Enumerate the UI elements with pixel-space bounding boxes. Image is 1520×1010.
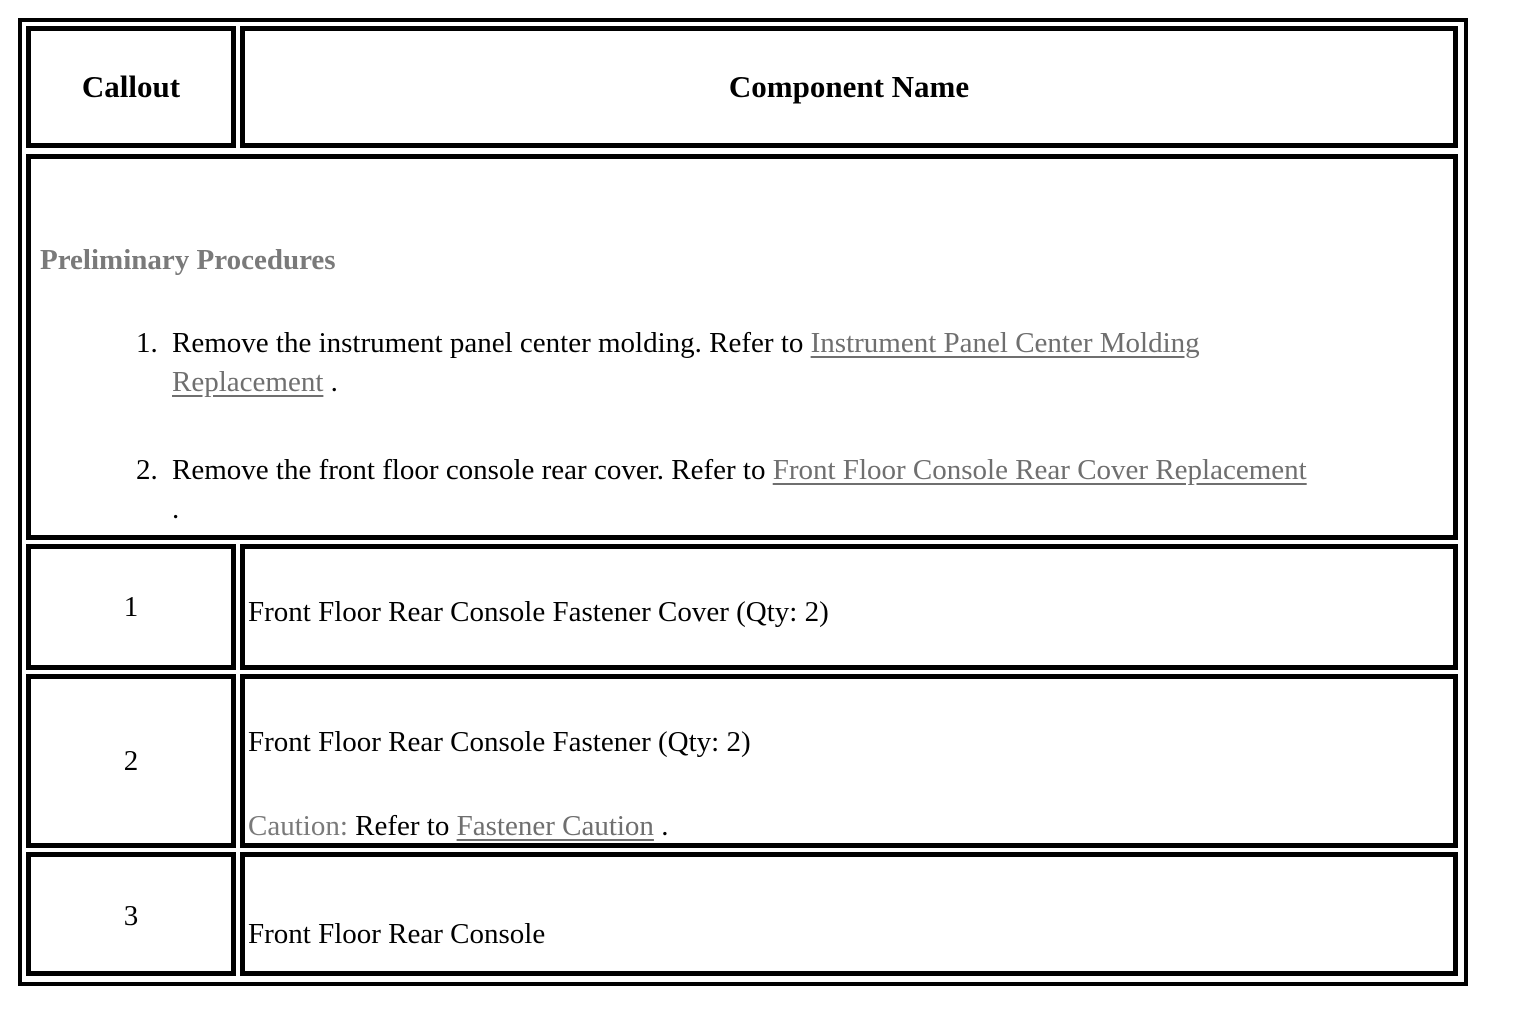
component-name: Front Floor Rear Console Fastener Cover (Qty: 2): [248, 596, 829, 628]
component-name: Front Floor Rear Console: [248, 918, 546, 950]
table-row-2-component: [240, 674, 1458, 848]
header-component-name: [240, 26, 1458, 148]
callout-number: 2: [123, 744, 139, 777]
callout-number: 3: [123, 900, 139, 932]
step-text: Remove the instrument panel center molding. Refer to: [172, 327, 811, 359]
step-suffix: .: [323, 366, 338, 398]
instrument-panel-center-molding-link[interactable]: Instrument Panel Center Molding Replacement: [172, 327, 1200, 398]
caution-line: [248, 810, 668, 843]
header-component-name-label: Component Name: [728, 69, 970, 104]
preliminary-step-2: [136, 451, 1316, 529]
caution-label: Caution:: [248, 810, 348, 842]
preliminary-step-1: [136, 324, 1316, 402]
fastener-caution-link[interactable]: Fastener Caution: [456, 810, 654, 842]
step-suffix: .: [172, 493, 180, 525]
header-callout-label: Callout: [81, 69, 181, 104]
front-floor-console-rear-cover-link[interactable]: Front Floor Console Rear Cover Replacement: [772, 454, 1307, 486]
preliminary-procedures-title: Preliminary Procedures: [40, 244, 336, 276]
table-row-3-callout: [26, 852, 236, 976]
step-number: 2.: [136, 454, 158, 486]
caution-suffix: .: [653, 810, 669, 842]
header-callout: [26, 26, 236, 148]
step-number: 1.: [136, 327, 158, 359]
table-row-1-component: [240, 544, 1458, 670]
component-name: Front Floor Rear Console Fastener (Qty: 2): [248, 726, 751, 758]
table-row-1-callout: [26, 544, 236, 670]
callout-number: 1: [123, 590, 139, 623]
step-text: Remove the front floor console rear cover. Refer to: [172, 454, 773, 486]
caution-text: Refer to: [347, 810, 457, 842]
preliminary-procedures-cell: [26, 154, 1458, 540]
table-row-2-callout: [26, 674, 236, 848]
table-row-3-component: [240, 852, 1458, 976]
components-table: [18, 18, 1468, 986]
